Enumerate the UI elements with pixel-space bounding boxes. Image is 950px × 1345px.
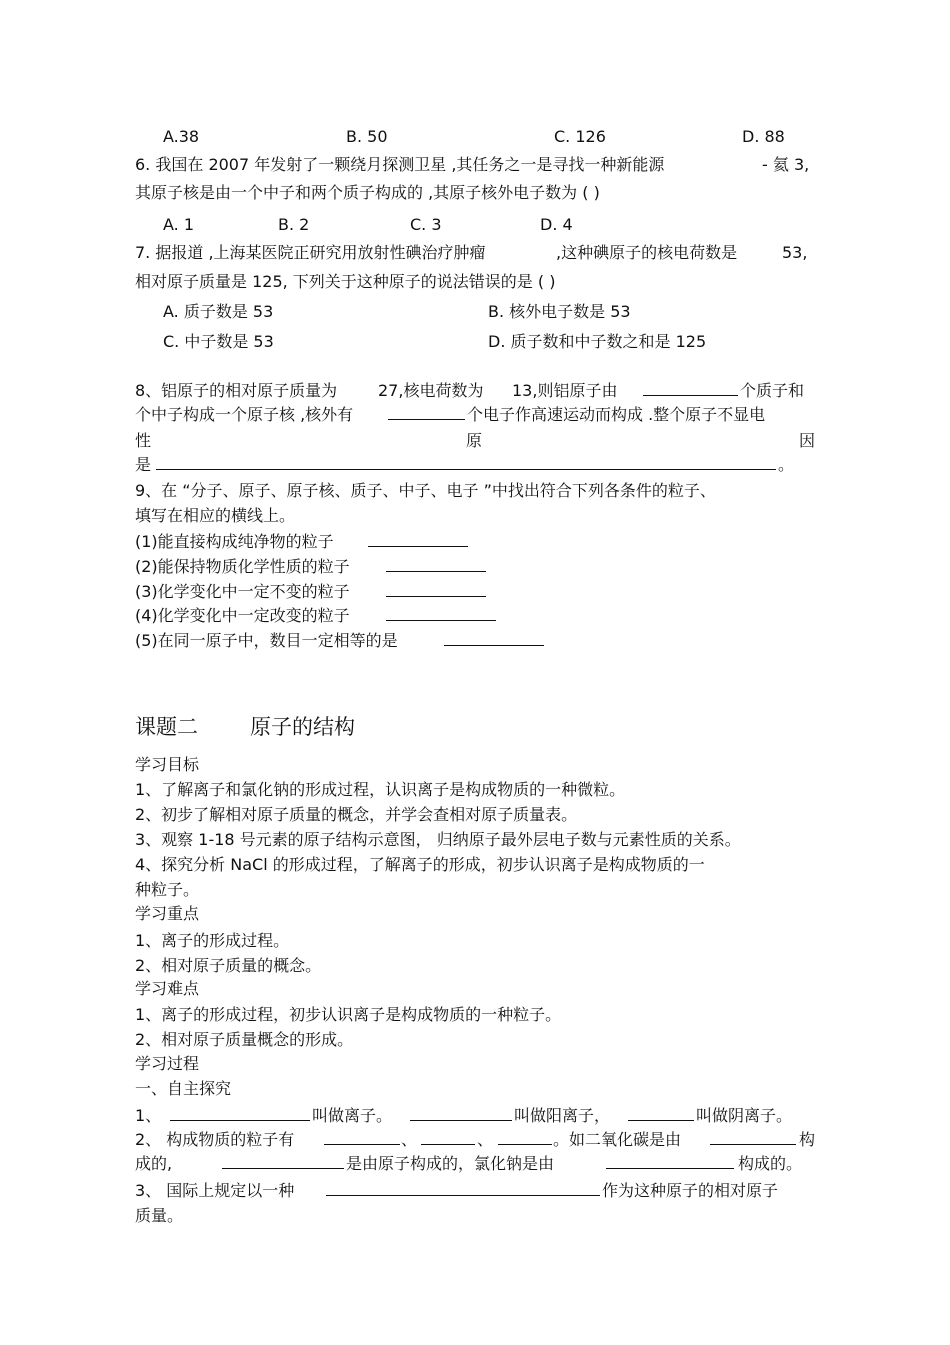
q9-blank-2[interactable] (386, 556, 486, 572)
q6-line1: 6. 我国在 2007 年发射了一颗绕月探测卫星 ,其任务之一是寻找一种新能源 (135, 155, 665, 174)
ex1-text-b: 叫做阳离子， (514, 1106, 611, 1125)
ex2-blank-3[interactable] (498, 1129, 552, 1145)
q8-line1-c: 13,则铝原子由 (512, 381, 618, 400)
ex1-blank-anion[interactable] (628, 1105, 694, 1121)
ex2-blank-nacl[interactable] (606, 1153, 734, 1169)
q9-blank-1[interactable] (368, 531, 468, 547)
q7-line1-end: 53, (782, 243, 808, 262)
q9-item-3: (3)化学变化中一定不变的粒子 (135, 582, 350, 601)
q7-option-b: B. 核外电子数是 53 (488, 302, 631, 321)
q8-line3-c: 因 (799, 431, 816, 450)
ex2-text-b: 。如二氧化碳是由 (553, 1130, 682, 1149)
q5-option-b: B. 50 (346, 127, 388, 146)
ex1-blank-ion[interactable] (170, 1105, 310, 1121)
q7-line2: 相对原子质量是 125, 下列关于这种原子的说法错误的是 ( ) (135, 272, 556, 291)
q6-option-b: B. 2 (278, 215, 310, 234)
ex2-sep-2: 、 (477, 1130, 494, 1149)
ex1-blank-cation[interactable] (410, 1105, 512, 1121)
q7-option-c: C. 中子数是 53 (163, 332, 274, 351)
focus-heading: 学习重点 (135, 904, 200, 923)
q8-blank-electrons[interactable] (388, 404, 465, 420)
ex2-blank-co2[interactable] (710, 1129, 796, 1145)
q8-line1-d: 个质子和 (740, 381, 805, 400)
q8-line1-b: 27,核电荷数为 (378, 381, 484, 400)
q7-line1-mid: ,这种碘原子的核电荷数是 (556, 243, 738, 262)
focus-item-2: 2、相对原子质量的概念。 (135, 956, 322, 975)
focus-item-1: 1、离子的形成过程。 (135, 931, 290, 950)
q8-line3-a: 性 (135, 431, 152, 450)
q6-option-a: A. 1 (163, 215, 195, 234)
ex3-blank-standard[interactable] (326, 1180, 600, 1196)
goal-item-1: 1、了解离子和氯化钠的形成过程，认识离子是构成物质的一种微粒。 (135, 780, 626, 799)
q7-option-a: A. 质子数是 53 (163, 302, 274, 321)
difficulty-heading: 学习难点 (135, 979, 200, 998)
goal-item-3: 3、观察 1-18 号元素的原子结构示意图， 归纳原子最外层电子数与元素性质的关系。 (135, 830, 741, 849)
q6-option-d: D. 4 (540, 215, 573, 234)
ex2-line2-b: 是由原子构成的，氯化钠是由 (346, 1154, 555, 1173)
q9-item-4: (4)化学变化中一定改变的粒子 (135, 606, 350, 625)
q9-item-5: (5)在同一原子中，数目一定相等的是 (135, 631, 398, 650)
q8-blank-protons[interactable] (643, 380, 738, 396)
q9-line1: 9、在 “分子、原子、原子核、质子、中子、电子 ”中找出符合下列各条件的粒子、 (135, 481, 716, 500)
q9-line2: 填写在相应的横线上。 (135, 506, 296, 525)
lesson-number: 课题二 (135, 715, 198, 739)
ex2-sep-1: 、 (401, 1130, 418, 1149)
ex1-text-c: 叫做阴离子。 (696, 1106, 793, 1125)
q8-line4-b: 。 (778, 455, 795, 474)
q9-blank-4[interactable] (386, 605, 496, 621)
process-subheading: 一、自主探究 (135, 1079, 232, 1098)
ex2-text-a: 2、 构成物质的粒子有 (135, 1130, 295, 1149)
ex3-text-a: 3、 国际上规定以一种 (135, 1181, 295, 1200)
q5-option-c: C. 126 (554, 127, 606, 146)
q8-blank-reason[interactable] (156, 454, 776, 470)
difficulty-item-1: 1、离子的形成过程，初步认识离子是构成物质的一种粒子。 (135, 1005, 562, 1024)
ex2-line2-c: 构成的。 (738, 1154, 803, 1173)
q9-blank-3[interactable] (386, 581, 486, 597)
difficulty-item-2: 2、相对原子质量概念的形成。 (135, 1030, 354, 1049)
q5-option-a: A.38 (163, 127, 200, 146)
ex2-text-c: 构 (799, 1130, 816, 1149)
q9-blank-5[interactable] (444, 630, 544, 646)
goal-item-4: 4、探究分析 NaCl 的形成过程，了解离子的形成，初步认识离子是构成物质的一 (135, 855, 705, 874)
goals-heading: 学习目标 (135, 755, 200, 774)
q7-line1: 7. 据报道 ,上海某医院正研究用放射性碘治疗肿瘤 (135, 243, 486, 262)
ex2-blank-2[interactable] (421, 1129, 475, 1145)
goal-item-4-cont: 种粒子。 (135, 880, 200, 899)
ex3-line2: 质量。 (135, 1206, 184, 1225)
q9-item-1: (1)能直接构成纯净物的粒子 (135, 532, 334, 551)
q6-option-c: C. 3 (410, 215, 442, 234)
ex2-line2-a: 成的, (135, 1154, 173, 1173)
q8-line4-a: 是 (135, 455, 152, 474)
q6-line1-end: - 氦 3, (762, 155, 810, 174)
q9-item-2: (2)能保持物质化学性质的粒子 (135, 557, 350, 576)
ex2-blank-atom[interactable] (222, 1153, 344, 1169)
lesson-title: 原子的结构 (250, 715, 355, 739)
ex3-text-b: 作为这种原子的相对原子 (602, 1181, 779, 1200)
process-heading: 学习过程 (135, 1054, 200, 1073)
q8-line1: 8、铝原子的相对原子质量为 (135, 381, 338, 400)
q8-line2: 个中子构成一个原子核 ,核外有 (135, 405, 354, 424)
q5-option-d: D. 88 (742, 127, 785, 146)
q8-line3-b: 原 (466, 431, 483, 450)
q6-line2: 其原子核是由一个中子和两个质子构成的 ,其原子核外电子数为 ( ) (135, 183, 600, 202)
goal-item-2: 2、初步了解相对原子质量的概念，并学会查相对原子质量表。 (135, 805, 578, 824)
ex1-number: 1、 (135, 1106, 162, 1125)
ex1-text-a: 叫做离子。 (312, 1106, 393, 1125)
ex2-blank-1[interactable] (324, 1129, 400, 1145)
q8-line2-b: 个电子作高速运动而构成 .整个原子不显电 (467, 405, 766, 424)
q7-option-d: D. 质子数和中子数之和是 125 (488, 332, 707, 351)
